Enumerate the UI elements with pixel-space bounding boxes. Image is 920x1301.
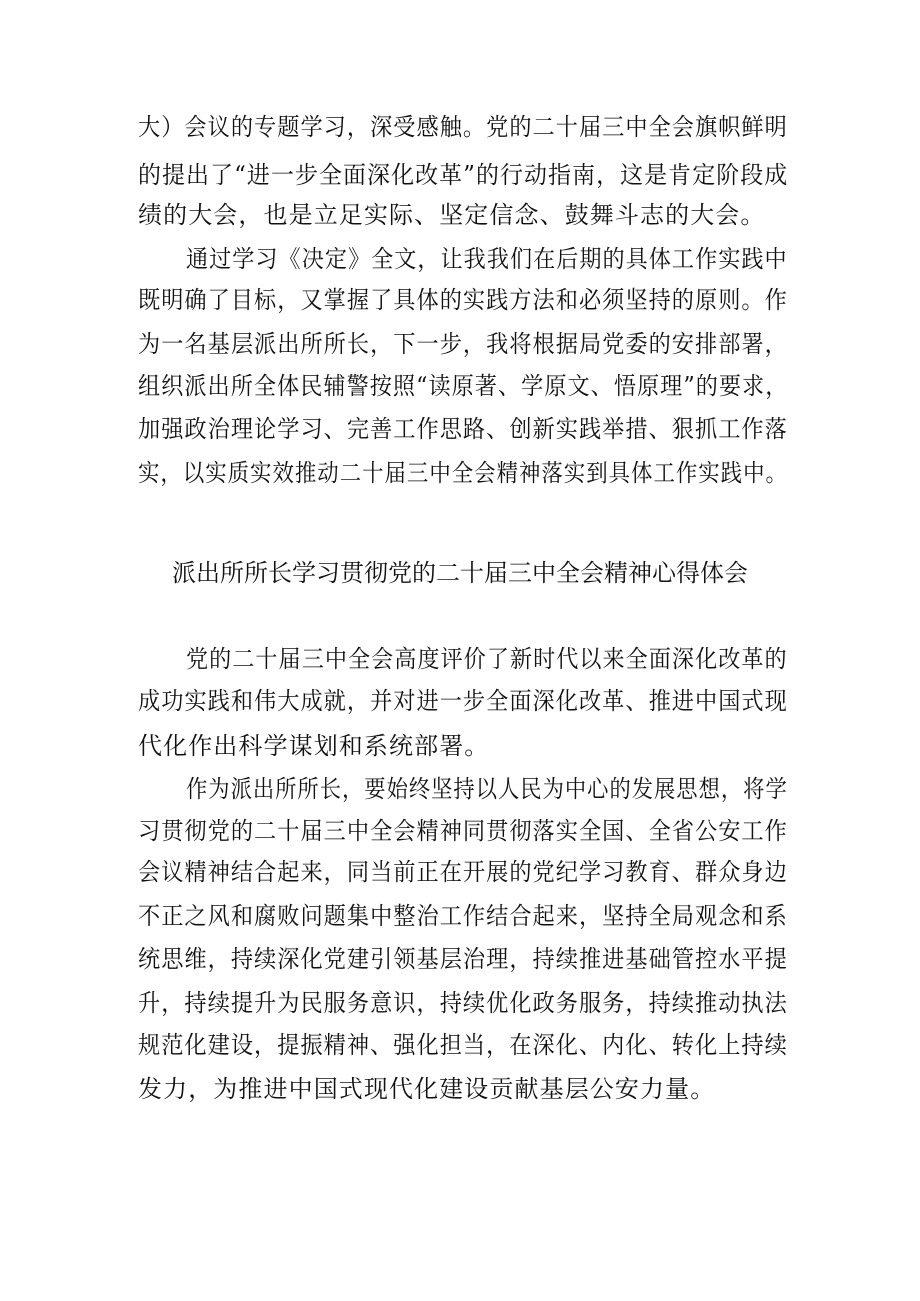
paragraph-line: 的提出了“进一步全面深化改革”的行动指南，这是肯定阶段成: [138, 161, 789, 189]
paragraph-line: 通过学习《决定》全文，让我我们在后期的具体工作实践中: [186, 245, 788, 273]
paragraph-line: 不正之风和腐败问题集中整治工作结合起来，坚持全局观念和系: [138, 902, 788, 930]
paragraph-line: 会议精神结合起来，同当前正在开展的党纪学习教育、群众身边: [138, 858, 788, 886]
paragraph-line: 规范化建设，提振精神、强化担当，在深化、内化、转化上持续: [138, 1031, 788, 1059]
paragraph-line: 代化作出科学谋划和系统部署。: [138, 732, 490, 760]
section-title: 派出所所长学习贯彻党的二十届三中全会精神心得体会: [172, 559, 748, 587]
paragraph-line: 成功实践和伟大成就，并对进一步全面深化改革、推进中国式现: [138, 687, 788, 715]
paragraph-line: 统思维，持续深化党建引领基层治理，持续推进基础管控水平提: [138, 945, 788, 973]
paragraph-line: 加强政治理论学习、完善工作思路、创新实践举措、狠抓工作落: [138, 415, 788, 443]
paragraph-line: 升，持续提升为民服务意识，持续优化政务服务，持续推动执法: [138, 989, 788, 1017]
paragraph-line: 绩的大会，也是立足实际、坚定信念、鼓舞斗志的大会。: [138, 201, 766, 229]
paragraph-line: 既明确了目标，又掌握了具体的实践方法和必须坚持的原则。作: [138, 286, 788, 314]
paragraph-line: 作为派出所所长，要始终坚持以人民为中心的发展思想，将学: [186, 775, 788, 803]
paragraph-line: 习贯彻党的二十届三中全会精神同贯彻落实全国、全省公安工作: [138, 817, 788, 845]
paragraph-line: 党的二十届三中全会高度评价了新时代以来全面深化改革的: [186, 645, 788, 673]
paragraph-line: 组织派出所全体民辅警按照“读原著、学原文、悟原理”的要求，: [138, 372, 789, 400]
paragraph-line: 为一名基层派出所所长，下一步，我将根据局党委的安排部署，: [138, 330, 788, 358]
paragraph-line: 发力，为推进中国式现代化建设贡献基层公安力量。: [138, 1075, 716, 1103]
paragraph-line: 大）会议的专题学习，深受感触。党的二十届三中全会旗帜鲜明: [138, 113, 788, 141]
paragraph-line: 实，以实质实效推动二十届三中全会精神落实到具体工作实践中。: [138, 459, 788, 487]
